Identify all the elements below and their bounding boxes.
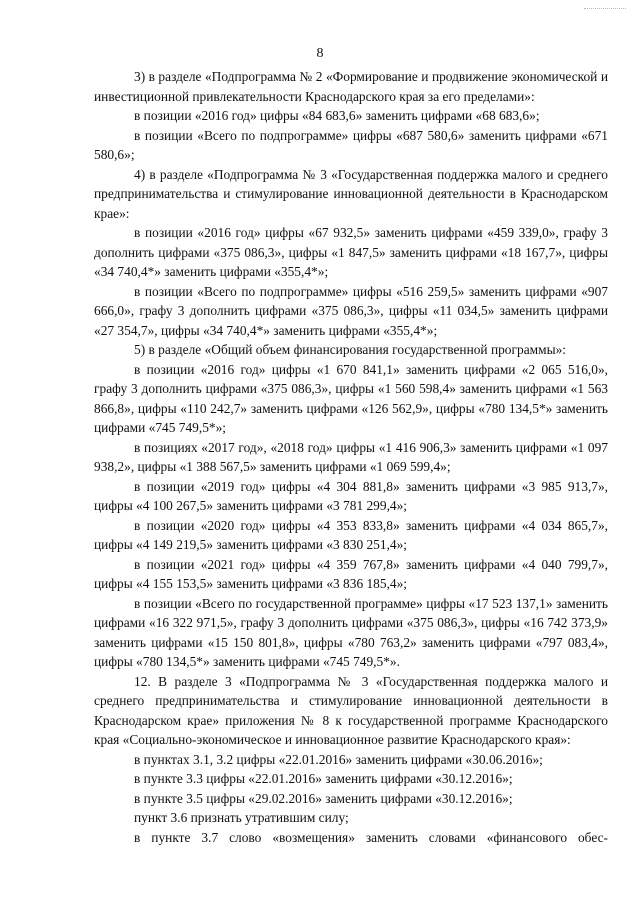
paragraph-section-3-header: 3) в разделе «Подпрограмма № 2 «Формирование и продвижение экономической и инвестиционной привлекательности Краснодарского края за его пределами»: (94, 69, 608, 104)
paragraph-2017-2018-financing: в позициях «2017 год», «2018 год» цифры «1 416 906,3» заменить цифрами «1 097 938,2», цифры «1 388 567,5» заменить цифрами «1 069 599,4»; (94, 439, 608, 474)
paragraph-2021-financing: в позиции «2021 год» цифры «4 359 767,8» заменить цифрами «4 040 799,7», цифры «4 155 153,5» заменить цифрами «3 836 185,4»; (94, 556, 608, 591)
paragraph-points-3-1-3-2: в пунктах 3.1, 3.2 цифры «22.01.2016» заменить цифрами «30.06.2016»; (134, 751, 543, 767)
paragraph-2016-total-financing: в позиции «2016 год» цифры «1 670 841,1» заменить цифрами «2 065 516,0», графу 3 дополнить цифрами «375 086,3», цифры «1 560 598,4» заменить цифрами «1 563 866,8», цифры «110 242,7» заменить цифрами «126 562,9», цифры «780 134,5*» заменить цифрами «745 749,5*»; (94, 361, 608, 435)
paragraph-total-subprogram-3: в позиции «Всего по подпрограмме» цифры «516 259,5» заменить цифрами «907 666,0», графу 3 дополнить цифрами «375 086,3», цифры «11 034,5» заменить цифрами «27 354,7», цифры «34 740,4*» заменить цифрами «355,4*»; (94, 283, 608, 338)
paragraph-2020-financing: в позиции «2020 год» цифры «4 353 833,8» заменить цифрами «4 034 865,7», цифры «4 149 219,5» заменить цифрами «3 830 251,4»; (94, 517, 608, 552)
paragraph-item-12: 12. В разделе 3 «Подпрограмма № 3 «Государственная поддержка малого и среднего предпринимательства и стимулирование инновационной деятельности в Краснодарском крае» приложения № 8 к государственной программе Краснодарского края «Социально-экономическое и инновационное развитие Краснодарского края»: (94, 673, 608, 747)
scan-corner-mark (584, 8, 626, 11)
paragraph-2019-financing: в позиции «2019 год» цифры «4 304 881,8» заменить цифрами «3 985 913,7», цифры «4 100 267,5» заменить цифрами «3 781 299,4»; (94, 478, 608, 513)
paragraph-section-4-header: 4) в разделе «Подпрограмма № 3 «Государственная поддержка малого и среднего предпринимательства и стимулирование инновационной деятельности в Краснодарском крае»: (94, 166, 608, 221)
paragraph-point-3-5: в пункте 3.5 цифры «29.02.2016» заменить цифрами «30.12.2016»; (134, 790, 513, 806)
paragraph-point-3-7: в пункте 3.7 слово «возмещения» заменить словами «финансового обес- (134, 829, 608, 845)
paragraph-point-3-6: пункт 3.6 признать утратившим силу; (134, 810, 349, 825)
paragraph-2016-subprogram-2: в позиции «2016 год» цифры «84 683,6» заменить цифрами «68 683,6»; (134, 108, 540, 123)
paragraph-total-program-financing: в позиции «Всего по государственной программе» цифры «17 523 137,1» заменить цифрами «16 322 971,5», графу 3 дополнить цифрами «375 086,3», цифры «16 742 373,9» заменить цифрами «15 150 801,8», цифры «780 763,2» заменить цифрами «797 083,4», цифры «780 134,5*» заменить цифрами «745 749,5*». (94, 595, 608, 669)
paragraph-section-5-header: 5) в разделе «Общий объем финансирования государственной программы»: (134, 342, 566, 357)
document-body (94, 67, 608, 847)
paragraph-total-subprogram-2: в позиции «Всего по подпрограмме» цифры «687 580,6» заменить цифрами «671 580,6»; (94, 127, 608, 162)
paragraph-point-3-3: в пункте 3.3 цифры «22.01.2016» заменить цифрами «30.12.2016»; (134, 771, 513, 786)
page-number: 8 (316, 46, 324, 61)
paragraph-2016-subprogram-3: в позиции «2016 год» цифры «67 932,5» заменить цифрами «459 339,0», графу 3 дополнить цифрами «375 086,3», цифры «1 847,5» заменить цифрами «18 167,7», цифры «34 740,4*» заменить цифрами «355,4*»; (94, 225, 608, 279)
